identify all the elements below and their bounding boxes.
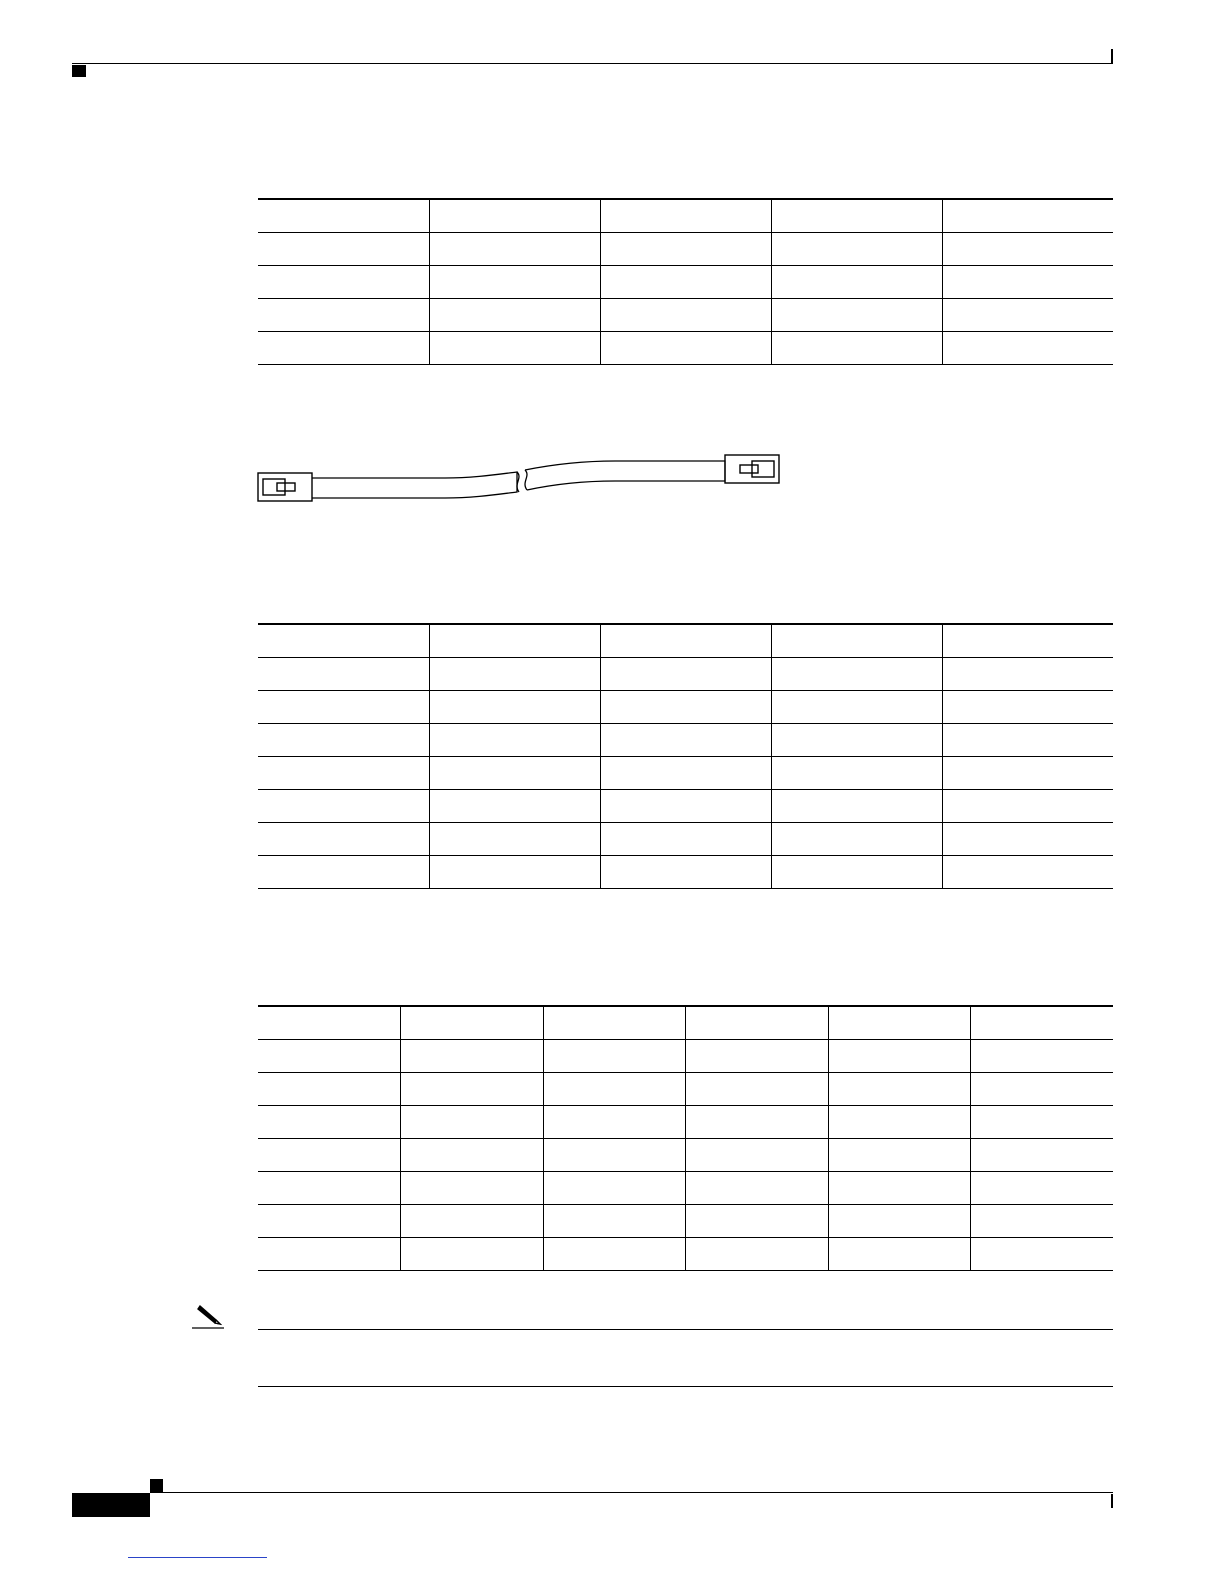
table-cell xyxy=(543,1205,686,1238)
table-row xyxy=(258,724,1113,757)
note-bottom-rule xyxy=(258,1386,1113,1387)
table-row xyxy=(258,1073,1113,1106)
rj45-cable-icon xyxy=(255,452,785,510)
table-cell xyxy=(600,724,771,757)
table-cell xyxy=(258,1040,401,1073)
cable-right-section xyxy=(525,461,725,490)
table-cell xyxy=(771,790,942,823)
table-cell xyxy=(258,790,429,823)
table-cell xyxy=(429,790,600,823)
table-cell xyxy=(828,1238,971,1271)
table-cell xyxy=(401,1205,544,1238)
table-cell xyxy=(258,856,429,889)
table-cell xyxy=(429,823,600,856)
table-cell xyxy=(543,1040,686,1073)
table-cell xyxy=(258,691,429,724)
table-cell xyxy=(686,1006,829,1040)
table-row xyxy=(258,757,1113,790)
table-cell xyxy=(258,1172,401,1205)
footer-page-tab xyxy=(72,1493,150,1517)
table-cell xyxy=(686,1073,829,1106)
table-cell xyxy=(258,624,429,658)
table-cell xyxy=(600,332,771,365)
header-square-marker xyxy=(72,65,86,77)
table-cell xyxy=(971,1172,1114,1205)
cable-left-section xyxy=(312,472,517,498)
table-row xyxy=(258,790,1113,823)
footer-rule xyxy=(150,1492,1113,1493)
table-cell xyxy=(771,266,942,299)
table-cell xyxy=(686,1106,829,1139)
table-cell xyxy=(828,1205,971,1238)
table-cell xyxy=(942,658,1113,691)
table-cell xyxy=(771,823,942,856)
table-cell xyxy=(258,1073,401,1106)
table-cell xyxy=(258,1238,401,1271)
table-cell xyxy=(258,299,429,332)
table-row xyxy=(258,1139,1113,1172)
table-cell xyxy=(971,1238,1114,1271)
table-cell xyxy=(401,1106,544,1139)
table-cell xyxy=(543,1238,686,1271)
table-cell xyxy=(600,233,771,266)
table-row xyxy=(258,266,1113,299)
table-cell xyxy=(429,299,600,332)
table-cell xyxy=(401,1139,544,1172)
table-cell xyxy=(401,1238,544,1271)
table-cell xyxy=(942,790,1113,823)
table-cell xyxy=(942,856,1113,889)
table-cell xyxy=(942,724,1113,757)
table-cell xyxy=(771,856,942,889)
table-cell xyxy=(258,1006,401,1040)
table-cell xyxy=(771,624,942,658)
table-cell xyxy=(686,1139,829,1172)
table-cell xyxy=(543,1139,686,1172)
table-cell xyxy=(686,1205,829,1238)
table-3 xyxy=(258,1005,1113,1271)
table-cell xyxy=(429,266,600,299)
table-cell xyxy=(971,1205,1114,1238)
table-row xyxy=(258,332,1113,365)
table-cell xyxy=(686,1172,829,1205)
table-cell xyxy=(828,1040,971,1073)
table-row xyxy=(258,823,1113,856)
table-cell xyxy=(258,658,429,691)
table-cell xyxy=(258,1205,401,1238)
table-cell xyxy=(429,724,600,757)
table-cell xyxy=(686,1238,829,1271)
table-cell xyxy=(942,624,1113,658)
table-header-row xyxy=(258,199,1113,233)
table-cell xyxy=(258,233,429,266)
table-cell xyxy=(600,624,771,658)
table-cell xyxy=(429,199,600,233)
table-header-row xyxy=(258,1006,1113,1040)
note-top-rule xyxy=(258,1329,1113,1330)
table-cell xyxy=(429,691,600,724)
table-cell xyxy=(942,691,1113,724)
table-cell xyxy=(971,1106,1114,1139)
table-cell xyxy=(771,757,942,790)
table-cell xyxy=(771,233,942,266)
table-2 xyxy=(258,623,1113,889)
table-cell xyxy=(828,1106,971,1139)
table-cell xyxy=(429,658,600,691)
right-connector xyxy=(725,455,779,483)
table-cell xyxy=(543,1073,686,1106)
table-cell xyxy=(971,1040,1114,1073)
table-cell xyxy=(942,823,1113,856)
table-cell xyxy=(401,1040,544,1073)
table-cell xyxy=(258,332,429,365)
table-cell xyxy=(401,1006,544,1040)
table-cell xyxy=(401,1073,544,1106)
table-cell xyxy=(258,266,429,299)
pencil-note-icon xyxy=(192,1300,228,1330)
table-cell xyxy=(771,199,942,233)
table-cell xyxy=(942,266,1113,299)
table-cell xyxy=(258,1106,401,1139)
table-row xyxy=(258,1040,1113,1073)
table-cell xyxy=(942,332,1113,365)
table-cell xyxy=(429,624,600,658)
table-cell xyxy=(828,1073,971,1106)
cable-break xyxy=(517,470,527,492)
table-cell xyxy=(543,1106,686,1139)
table-cell xyxy=(771,724,942,757)
table-cell xyxy=(600,691,771,724)
footer-right-tick xyxy=(1111,1494,1113,1508)
table-row xyxy=(258,299,1113,332)
table-cell xyxy=(258,724,429,757)
table-cell xyxy=(600,266,771,299)
table-cell xyxy=(942,299,1113,332)
table-cell xyxy=(942,757,1113,790)
table-row xyxy=(258,691,1113,724)
table-cell xyxy=(600,790,771,823)
table-cell xyxy=(429,856,600,889)
table-cell xyxy=(429,332,600,365)
table-cell xyxy=(258,1139,401,1172)
left-connector xyxy=(258,473,312,501)
table-cell xyxy=(543,1172,686,1205)
table-row xyxy=(258,233,1113,266)
table-cell xyxy=(942,199,1113,233)
table-row xyxy=(258,1238,1113,1271)
table-cell xyxy=(401,1172,544,1205)
table-row xyxy=(258,1106,1113,1139)
table-cell xyxy=(600,823,771,856)
table-cell xyxy=(971,1139,1114,1172)
table-1 xyxy=(258,198,1113,365)
table-cell xyxy=(771,299,942,332)
header-right-tick xyxy=(1111,49,1113,63)
table-row xyxy=(258,1205,1113,1238)
table-cell xyxy=(258,199,429,233)
table-cell xyxy=(600,299,771,332)
table-cell xyxy=(600,757,771,790)
table-cell xyxy=(828,1139,971,1172)
table-cell xyxy=(258,823,429,856)
table-row xyxy=(258,856,1113,889)
table-cell xyxy=(600,856,771,889)
table-cell xyxy=(942,233,1113,266)
footer-link[interactable] xyxy=(128,1557,267,1558)
header-rule xyxy=(72,63,1113,64)
table-row xyxy=(258,658,1113,691)
table-cell xyxy=(258,757,429,790)
table-cell xyxy=(543,1006,686,1040)
table-cell xyxy=(828,1172,971,1205)
table-cell xyxy=(971,1073,1114,1106)
table-cell xyxy=(429,757,600,790)
table-cell xyxy=(600,199,771,233)
footer-square-marker xyxy=(150,1479,163,1492)
table-cell xyxy=(828,1006,971,1040)
table-cell xyxy=(600,658,771,691)
table-cell xyxy=(971,1006,1114,1040)
table-cell xyxy=(771,332,942,365)
table-row xyxy=(258,1172,1113,1205)
table-header-row xyxy=(258,624,1113,658)
table-cell xyxy=(771,658,942,691)
table-cell xyxy=(429,233,600,266)
table-cell xyxy=(771,691,942,724)
table-cell xyxy=(686,1040,829,1073)
